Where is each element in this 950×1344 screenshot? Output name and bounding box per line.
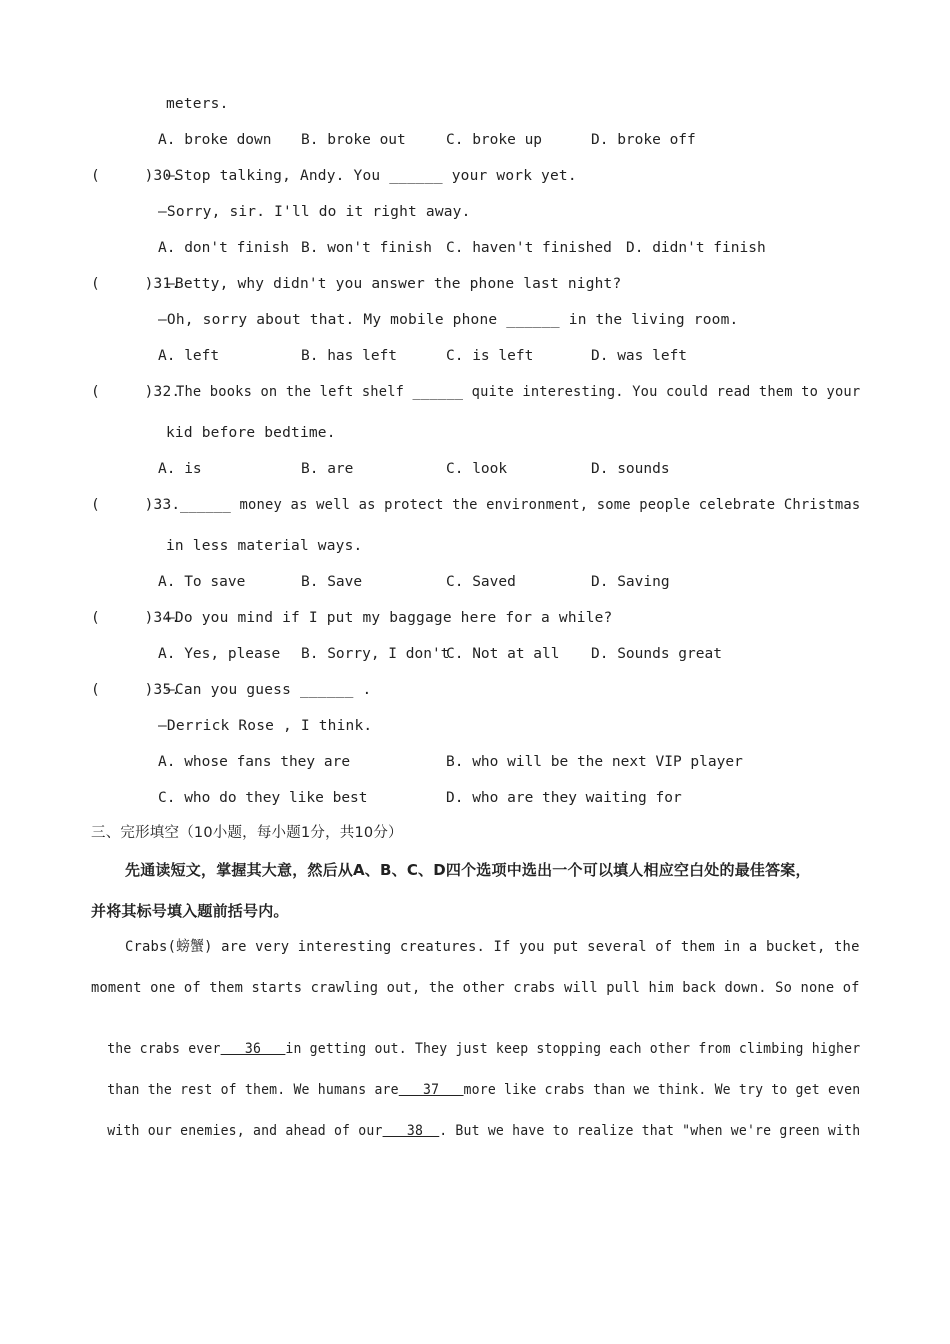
q31-answer-paren: ( )31.: [91, 276, 181, 292]
q35-option-a: A. whose fans they are: [158, 754, 351, 770]
q29-option-a: A. broke down: [158, 132, 272, 148]
passage-line-4-end: more like crabs than we think. We try to get even: [463, 1082, 861, 1098]
q35-reply: —Derrick Rose , I think.: [158, 718, 373, 734]
q30-option-a: A. don't finish: [158, 240, 289, 256]
q34-option-b: B. Sorry, I don't: [301, 646, 450, 662]
q34-stem: —Do you mind if I put my baggage here for a while?: [166, 610, 613, 626]
q32-option-c: C. look: [446, 461, 508, 477]
q29-continuation: meters.: [166, 96, 229, 112]
q31-reply: —Oh, sorry about that. My mobile phone ______ in the living room.: [158, 312, 739, 328]
q33-option-a: A. To save: [158, 574, 246, 590]
q31-option-c: C. is left: [446, 348, 534, 364]
q29-option-c: C. broke up: [446, 132, 543, 148]
blank-36: 36: [220, 1041, 286, 1057]
q31-option-d: D. was left: [591, 348, 688, 364]
passage-line-5-start: with our enemies, and ahead of our: [107, 1123, 383, 1139]
q33-option-b: B. Save: [301, 574, 363, 590]
q32-option-b: B. are: [301, 461, 354, 477]
q30-option-b: B. won't finish: [301, 240, 432, 256]
q31-stem: —Betty, why didn't you answer the phone last night?: [166, 276, 622, 292]
q31-option-b: B. has left: [301, 348, 398, 364]
q35-option-d: D. who are they waiting for: [446, 790, 682, 806]
q33-answer-paren: ( )33.: [91, 497, 181, 513]
q35-stem: —Can you guess ______ .: [166, 682, 372, 698]
passage-line-5-end: . But we have to realize that "when we're green with: [439, 1123, 861, 1139]
q30-option-d: D. didn't finish: [626, 240, 766, 256]
q30-reply: —Sorry, sir. I'll do it right away.: [158, 204, 471, 220]
q33-stem: ______ money as well as protect the environment, some people celebrate Christmas: [180, 497, 861, 513]
section-instructions-line1: 先通读短文，掌握其大意，然后从A、B、C、D四个选项中选出一个可以填人相应空白处的最佳答案，: [125, 861, 811, 879]
q30-answer-paren: ( )30.: [91, 168, 181, 184]
q34-option-a: A. Yes, please: [158, 646, 281, 662]
passage-line-3-start: the crabs ever: [107, 1041, 221, 1057]
section-instructions-line2: 并将其标号填入题前括号内。: [91, 902, 289, 920]
q32-option-d: D. sounds: [591, 461, 670, 477]
passage-line-1: Crabs(螃蟹) are very interesting creatures. If you put several of them in a bucket, the: [125, 939, 860, 955]
passage-line-3-end: in getting out. They just keep stopping each other from climbing higher: [285, 1041, 861, 1057]
blank-37: 37: [398, 1082, 464, 1098]
q32-continuation: kid before bedtime.: [166, 425, 336, 441]
section-heading: 三、完形填空（10小题，每小题1分，共10分）: [91, 825, 403, 841]
q34-answer-paren: ( )34.: [91, 610, 181, 626]
q33-option-d: D. Saving: [591, 574, 670, 590]
passage-line-4: [91, 1060, 860, 1100]
passage-line-3: [91, 1019, 860, 1059]
q34-option-c: C. Not at all: [446, 646, 560, 662]
q30-stem: —Stop talking, Andy. You ______ your work yet.: [166, 168, 577, 184]
q33-option-c: C. Saved: [446, 574, 516, 590]
q35-option-c: C. who do they like best: [158, 790, 368, 806]
q29-option-d: D. broke off: [591, 132, 696, 148]
q31-option-a: A. left: [158, 348, 220, 364]
q29-option-b: B. broke out: [301, 132, 406, 148]
blank-38: 38: [382, 1123, 440, 1139]
q32-answer-paren: ( )32.: [91, 384, 181, 400]
q34-option-d: D. Sounds great: [591, 646, 722, 662]
passage-line-2: moment one of them starts crawling out, the other crabs will pull him back down. So none of: [91, 980, 860, 996]
q33-continuation: in less material ways.: [166, 538, 363, 554]
q32-stem: The books on the left shelf ______ quite interesting. You could read them to your: [176, 384, 861, 400]
q32-option-a: A. is: [158, 461, 202, 477]
passage-line-5: [91, 1101, 860, 1141]
q35-answer-paren: ( )35.: [91, 682, 181, 698]
q30-option-c: C. haven't finished: [446, 240, 612, 256]
passage-line-4-start: than the rest of them. We humans are: [107, 1082, 399, 1098]
q35-option-b: B. who will be the next VIP player: [446, 754, 743, 770]
